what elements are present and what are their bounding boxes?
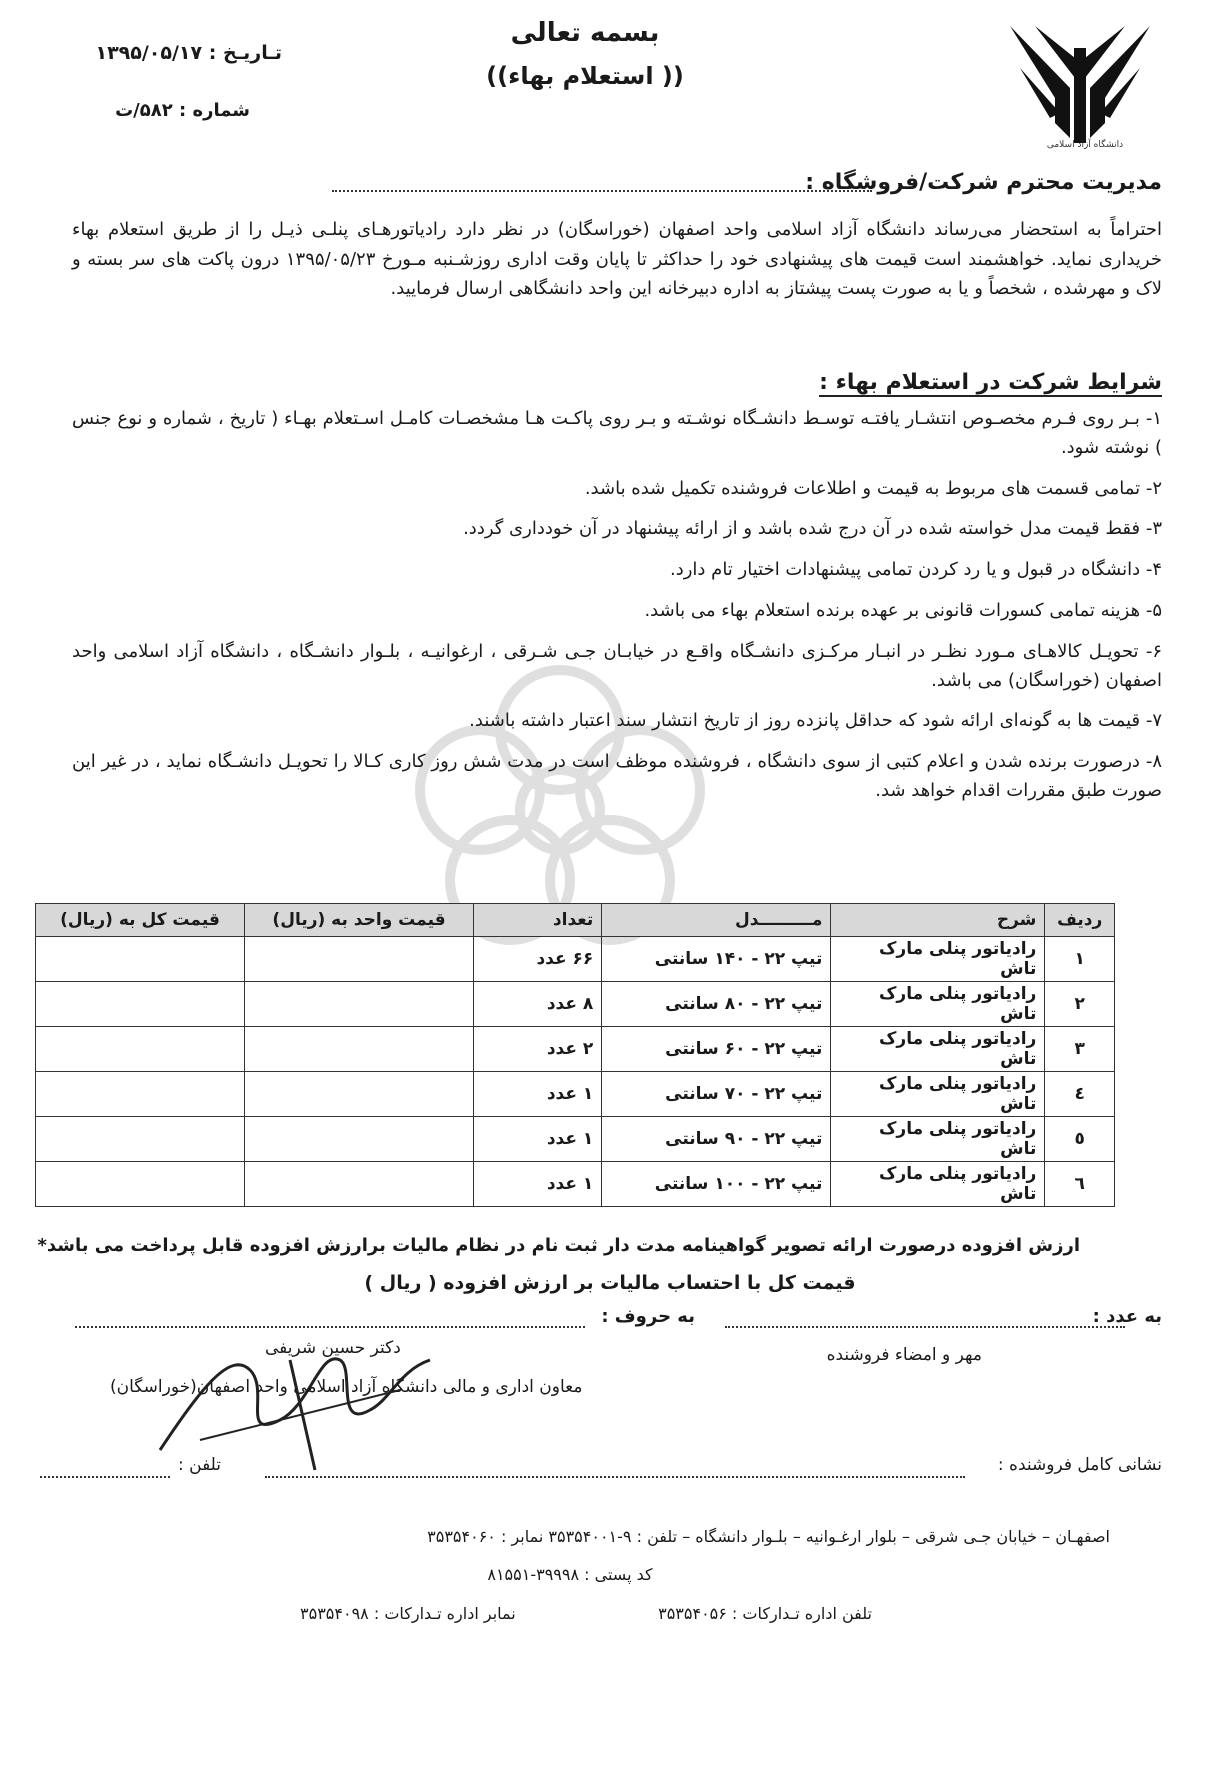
total-price-title: قیمت کل با احتساب مالیات بر ارزش افزوده ( ریال ) [364,1272,856,1294]
price-table [35,903,1115,1207]
number-field [90,100,250,121]
cell-desc: رادیاتور پنلی مارک تاش [831,1072,1045,1117]
cell-total-price[interactable] [36,982,245,1027]
cell-unit-price[interactable] [244,982,473,1027]
footer-address: اصفهـان – خیابان جـی شرقی – بلوار ارغـوانیه – بلـوار دانشگاه – تلفن : ۹-۳۵۳۵۴۰۰۱ نمابر : ۳۵۳۵۴۰۶۰ [427,1527,1110,1546]
amount-words-label: به حروف : [601,1306,695,1327]
cell-total-price[interactable] [36,1027,245,1072]
seller-phone-field[interactable] [40,1468,170,1478]
signer-name: دکتر حسین شریفی [265,1338,401,1358]
cell-total-price[interactable] [36,937,245,982]
cell-unit-price[interactable] [244,1117,473,1162]
condition-item: ۲- تمامی قسمت های مربوط به قیمت و اطلاعات فروشنده تکمیل شده باشد. [584,477,1162,499]
cell-model: تیپ ۲۲ - ۶۰ سانتی [602,1027,831,1072]
number-value: ۵۸۲/ت [115,100,173,121]
seller-address-label: نشانی کامل فروشنده : [997,1455,1162,1475]
condition-item: ۴- دانشگاه در قبول و یا رد کردن تمامی پیشنهادات اختیار تام دارد. [670,559,1162,581]
cell-idx: ۱ [1045,937,1115,982]
intro-paragraph: احتراماً به استحضار می‌رساند دانشگاه آزاد اسلامی واحد اصفهان (خوراسگان) در نظر دارد رادیاتورهـای پنلـی ذیـل را از طریق استعلام بهاء خریداری نماید. خواهشمند است قیمت های پیشنهادی خود را حداکثر تا پایان وقت اداری روزشـنبه مـورخ ۱۳۹۵/۰۵/۲۳ درون پاکت های سر بسته و لاک و مهرشده ، شخصاً و یا به صورت پست پیشتاز به اداره دبیرخانه این واحد دانشگاهی ارسال فرمایید. [72,219,1162,300]
cell-model: تیپ ۲۲ - ۱۴۰ سانتی [602,937,831,982]
cell-qty: ۱ عدد [474,1117,602,1162]
cell-model: تیپ ۲۲ - ۱۰۰ سانتی [602,1162,831,1207]
bismillah-heading: بسمه تعالی [510,18,660,48]
cell-desc: رادیاتور پنلی مارک تاش [831,1117,1045,1162]
date-label: تـاریـخ : [208,42,282,64]
seller-seal-label: مهر و امضاء فروشنده [826,1345,982,1365]
date-value: ۱۳۹۵/۰۵/۱۷ [95,42,203,64]
cell-idx: ٥ [1045,1117,1115,1162]
table-row [36,937,1115,982]
cell-qty: ۱ عدد [474,1072,602,1117]
cell-model: تیپ ۲۲ - ۷۰ سانتی [602,1072,831,1117]
cell-desc: رادیاتور پنلی مارک تاش [831,1027,1045,1072]
cell-desc: رادیاتور پنلی مارک تاش [831,982,1045,1027]
cell-idx: ۲ [1045,982,1115,1027]
cell-total-price[interactable] [36,1117,245,1162]
cell-desc: رادیاتور پنلی مارک تاش [831,937,1045,982]
condition-item: ۱- بـر روی فـرم مخصـوص انتشـار یافتـه توسـط دانشـگاه نوشـته و بـر روی پاکـت هـا مشخصـات کامـل اسـتعلام بهـاء ( تاریخ ، شماره و نوع جنس ) نوشته شود. [72,408,1162,458]
cell-qty: ۸ عدد [474,982,602,1027]
footer-procurement-phone: تلفن اداره تـدارکات : ۳۵۳۵۴۰۵۶ [658,1604,872,1623]
condition-item: ۸- درصورت برنده شدن و اعلام کتبی از سوی دانشگاه ، فروشنده موظف است در مدت شش روز کاری کـالا را تحویـل دانشـگاه نماید ، در غیر این صورت طبق مقررات اقدام خواهد شد. [72,751,1162,801]
col-header-qty: تعداد [474,904,602,937]
col-header-total-price: قیمت کل به (ریال) [36,904,245,937]
seller-phone-label: تلفن : [178,1455,222,1475]
signer-role: معاون اداری و مالی دانشگاه آزاد اسلامی واحد اصفهان(خوراسگان) [110,1377,583,1397]
conditions-list [72,405,1162,818]
cell-unit-price[interactable] [244,1072,473,1117]
col-header-unit-price: قیمت واحد به (ریال) [244,904,473,937]
greeting: مدیریت محترم شرکت/فروشگاه : [805,170,1162,195]
footer-procurement-fax: نمابر اداره تـدارکات : ۳۵۳۵۴۰۹۸ [300,1604,516,1623]
logo-text: دانشگاه آزاد اسلامی [1046,140,1124,150]
cell-unit-price[interactable] [244,1162,473,1207]
amount-figures-label: به عدد : [1092,1306,1162,1327]
cell-model: تیپ ۲۲ - ۸۰ سانتی [602,982,831,1027]
table-row [36,1027,1115,1072]
condition-item: ۷- قیمت ها به گونه‌ای ارائه شود که حداقل پانزده روز از تاریخ انتشار سند اعتبار داشته باشند. [469,710,1162,732]
table-row [36,1072,1115,1117]
condition-item: ۵- هزینه تمامی کسورات قانونی بر عهده برنده استعلام بهاء می باشد. [644,599,1162,621]
cell-total-price[interactable] [36,1072,245,1117]
cell-desc: رادیاتور پنلی مارک تاش [831,1162,1045,1207]
seller-address-field[interactable] [265,1468,965,1478]
cell-qty: ۱ عدد [474,1162,602,1207]
table-row [36,1162,1115,1207]
document-title: (( استعلام بهاء)) [486,62,684,90]
cell-model: تیپ ۲۲ - ۹۰ سانتی [602,1117,831,1162]
amount-words-field[interactable] [75,1318,585,1328]
number-label: شماره : [179,100,250,121]
condition-item: ۶- تحویـل کالاهـای مـورد نظـر در انبـار مرکـزی دانشـگاه واقـع در خیابـان جـی شـرقی ، ارغوانیـه ، بلـوار دانشـگاه ، دانشگاه آزاد اسلامی واحد اصفهان (خوراسگان) می باشد. [72,640,1162,691]
cell-unit-price[interactable] [244,1027,473,1072]
cell-unit-price[interactable] [244,937,473,982]
greeting-dotted-line [332,178,872,192]
conditions-title: شرایط شرکت در استعلام بهاء : [819,370,1162,395]
table-row [36,1117,1115,1162]
cell-idx: ٦ [1045,1162,1115,1207]
col-header-desc: شرح [831,904,1045,937]
vat-note: ارزش افزوده درصورت ارائه تصویر گواهینامه مدت دار ثبت نام در نظام مالیات برارزش افزوده قابل پرداخت می باشد* [37,1235,1080,1256]
footer-postal-code: کد پستی : ۳۹۹۹۸-۸۱۵۵۱ [487,1565,653,1584]
col-header-model: مـــــــــدل [602,904,831,937]
date-field [52,42,282,64]
cell-total-price[interactable] [36,1162,245,1207]
cell-idx: ٤ [1045,1072,1115,1117]
condition-item: ۳- فقط قیمت مدل خواسته شده در آن درج شده باشد و از ارائه پیشنهاد در آن خودداری گردد. [463,518,1162,540]
amount-figures-field[interactable] [725,1318,1125,1328]
cell-qty: ۲ عدد [474,1027,602,1072]
cell-idx: ۳ [1045,1027,1115,1072]
table-row [36,982,1115,1027]
table-header-row [36,904,1115,937]
cell-qty: ۶۶ عدد [474,937,602,982]
col-header-idx: ردیف [1045,904,1115,937]
